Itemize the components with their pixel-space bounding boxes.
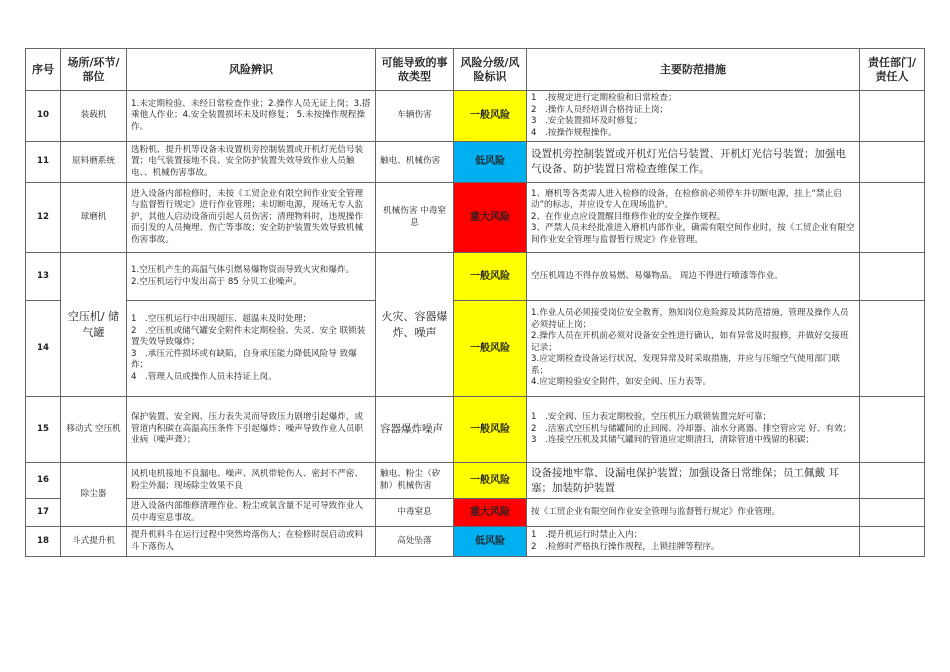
- table-row: [26, 253, 925, 301]
- row-number: 16: [26, 463, 61, 499]
- risk-level-badge: 一般风险: [454, 91, 527, 142]
- table-row: [26, 301, 925, 397]
- header-row: [26, 49, 925, 91]
- risk-cell: 1.空压机产生的高温气体引燃易爆物资而导致火灾和爆炸。 2.空压机运行中发出高于 85 分贝工业噪声。: [127, 253, 376, 301]
- accident-cell: 车辆伤害: [376, 91, 454, 142]
- risk-level-badge: 低风险: [454, 142, 527, 183]
- risk-level-badge: 重大风险: [454, 183, 527, 253]
- measures-cell: 设备接地牢靠、设漏电保护装置；加强设备日常维保；员工佩戴 耳塞；加装防护装置: [527, 463, 860, 499]
- measures-cell: 1 .安全阀、压力表定期校验，空压机压力联锁装置完好可靠； 2 .活塞式空压机与储罐间的止回阀、冷却器、油水分离器、排空管应完 好、有效； 3 .连接空压机及其储气罐间的管道应定期清扫，清除管道中残留的积碳；: [527, 397, 860, 463]
- row-number: 18: [26, 527, 61, 557]
- risk-cell: 进入设备内部维修清理作业、粉尘或氧含量不足可导致作业人员中毒室息事故。: [127, 499, 376, 527]
- table-row: [26, 91, 925, 142]
- header-level: 风险分级/风险标识: [454, 49, 527, 91]
- table-row: [26, 142, 925, 183]
- row-number: 13: [26, 253, 61, 301]
- accident-cell: 中毒窒息: [376, 499, 454, 527]
- accident-cell: 触电、粉尘（矽 肺）机械伤害: [376, 463, 454, 499]
- measures-cell: 1 .按规定进行定期检验和日常检查； 2 .操作人员经培训合格持证上岗； 3 .安全装置损坏及时修复； 4 .按操作规程操作。: [527, 91, 860, 142]
- place-cell: 移动式 空压机: [61, 397, 127, 463]
- owner-cell: [860, 463, 925, 499]
- row-number: 17: [26, 499, 61, 527]
- owner-cell: [860, 527, 925, 557]
- risk-cell: 风机电机接地不良漏电、噪声、风机带轮伤人、密封不严密、粉尘外漏；现场除尘效果不良: [127, 463, 376, 499]
- accident-cell: 机械伤害 中毒窒息: [376, 183, 454, 253]
- row-number: 11: [26, 142, 61, 183]
- risk-cell: 1.未定期检验、未经日常检查作业；2.操作人员无证上岗；3.搭乘他人作业；4.安全装置损坏未及时修复； 5.未按操作规程操作。: [127, 91, 376, 142]
- owner-cell: [860, 499, 925, 527]
- measures-cell: 按《工贸企业有限空间作业安全管理与监督暂行规定》作业管理。: [527, 499, 860, 527]
- risk-table: [25, 48, 925, 557]
- risk-cell: 提升机料斗在运行过程中突然垮落伤人；在检修时误启动或料斗下落伤人: [127, 527, 376, 557]
- place-cell: 除尘器: [61, 463, 127, 527]
- place-cell: 原料磨系统: [61, 142, 127, 183]
- header-measures: 主要防范措施: [527, 49, 860, 91]
- owner-cell: [860, 253, 925, 301]
- risk-level-badge: 低风险: [454, 527, 527, 557]
- table-row: [26, 499, 925, 527]
- accident-cell: 火灾、容器爆炸、噪声: [376, 253, 454, 397]
- accident-cell: 容器爆炸噪声: [376, 397, 454, 463]
- accident-cell: 高处坠落: [376, 527, 454, 557]
- owner-cell: [860, 397, 925, 463]
- place-cell: 球磨机: [61, 183, 127, 253]
- measures-cell: 1 .提升机运行时禁止入内； 2 .检修时严格执行操作规程，上锁挂牌等程序。: [527, 527, 860, 557]
- owner-cell: [860, 142, 925, 183]
- row-number: 14: [26, 301, 61, 397]
- risk-cell: 1 .空压机运行中出现超压、超温未及时处理； 2 .空压机或储气罐安全附件未定期检验、失灵、安全 联锁装置失效导致爆炸； 3 .承压元件损坏或有缺陷，自身承压能力降低风险导 致爆炸； 4 .管理人员或操作人员未持证上岗。: [127, 301, 376, 397]
- measures-cell: 空压机周边不得存放易燃、易爆物品。 周边不得进行喷漆等作业。: [527, 253, 860, 301]
- place-cell: 斗式提升机: [61, 527, 127, 557]
- accident-cell: 触电、机械伤害: [376, 142, 454, 183]
- header-accident: 可能导致的事故类型: [376, 49, 454, 91]
- table-row: [26, 463, 925, 499]
- table-row: [26, 397, 925, 463]
- place-cell: 装载机: [61, 91, 127, 142]
- owner-cell: [860, 91, 925, 142]
- owner-cell: [860, 301, 925, 397]
- table-row: [26, 527, 925, 557]
- risk-level-badge: 重大风险: [454, 499, 527, 527]
- risk-cell: 选粉机、提升机等设备未设置机旁控制装置或开机灯光信号装置；电气装置接地不良、安全防护装置失效导致作业人员触电、、机械伤害事故。: [127, 142, 376, 183]
- risk-level-badge: 一般风险: [454, 301, 527, 397]
- measures-cell: 设置机旁控制装置或开机灯光信号装置、开机灯光信号装置；加强电气设备、防护装置日常检查维保工作。: [527, 142, 860, 183]
- owner-cell: [860, 183, 925, 253]
- header-risk: 风险辨识: [127, 49, 376, 91]
- table-row: [26, 183, 925, 253]
- row-number: 15: [26, 397, 61, 463]
- risk-level-badge: 一般风险: [454, 253, 527, 301]
- place-cell: 空压机/ 储气罐: [61, 253, 127, 397]
- header-no: 序号: [26, 49, 61, 91]
- measures-cell: 1.作业人员必须接受岗位安全教育，熟知岗位危险源及其防范措施，管理及操作人员必须持证上岗； 2.操作人员在开机前必须对设备安全性进行确认，如有异常及时报修，并做好交接班记录； 3.应定期检查设备运行状况，发现异常及时采取措施，并应与压缩空气使用部门联系； 4.应定期检验安全附件，如安全阀、压力表等。: [527, 301, 860, 397]
- row-number: 12: [26, 183, 61, 253]
- risk-cell: 保护装置、安全阀、压力表失灵而导致压力剧增引起爆炸，或管道内积碳在高温高压条件下引起爆炸；噪声导致作业人员职业病（噪声聋）；: [127, 397, 376, 463]
- risk-level-badge: 一般风险: [454, 397, 527, 463]
- header-owner: 责任部门/责任人: [860, 49, 925, 91]
- header-place: 场所/环节/部位: [61, 49, 127, 91]
- measures-cell: 1、磨机等各类需人进入检修的设备，在检修前必须停车并切断电源，挂上“禁止启动”的标志，并应设专人在现场监护。 2、在作业点应设置醒目维修作业的安全操作规程。 3、严禁人员未经批准进入磨机内部作业，确需有限空间作业时，按《工贸企业有限空间作业安全管理与监督暂行规定》作业管理。: [527, 183, 860, 253]
- risk-cell: 进入设备内部检修时，未按《工贸企业有限空间作业安全管理与监督暂行规定》进行作业管理；未切断电源，现场无专人监护，其他人启动设备而引起人员伤害；清理物料时，违规操作而引发的人员掩埋、伤亡等事故；安全防护装置失效导致机械伤害事故。: [127, 183, 376, 253]
- row-number: 10: [26, 91, 61, 142]
- risk-level-badge: 一般风险: [454, 463, 527, 499]
